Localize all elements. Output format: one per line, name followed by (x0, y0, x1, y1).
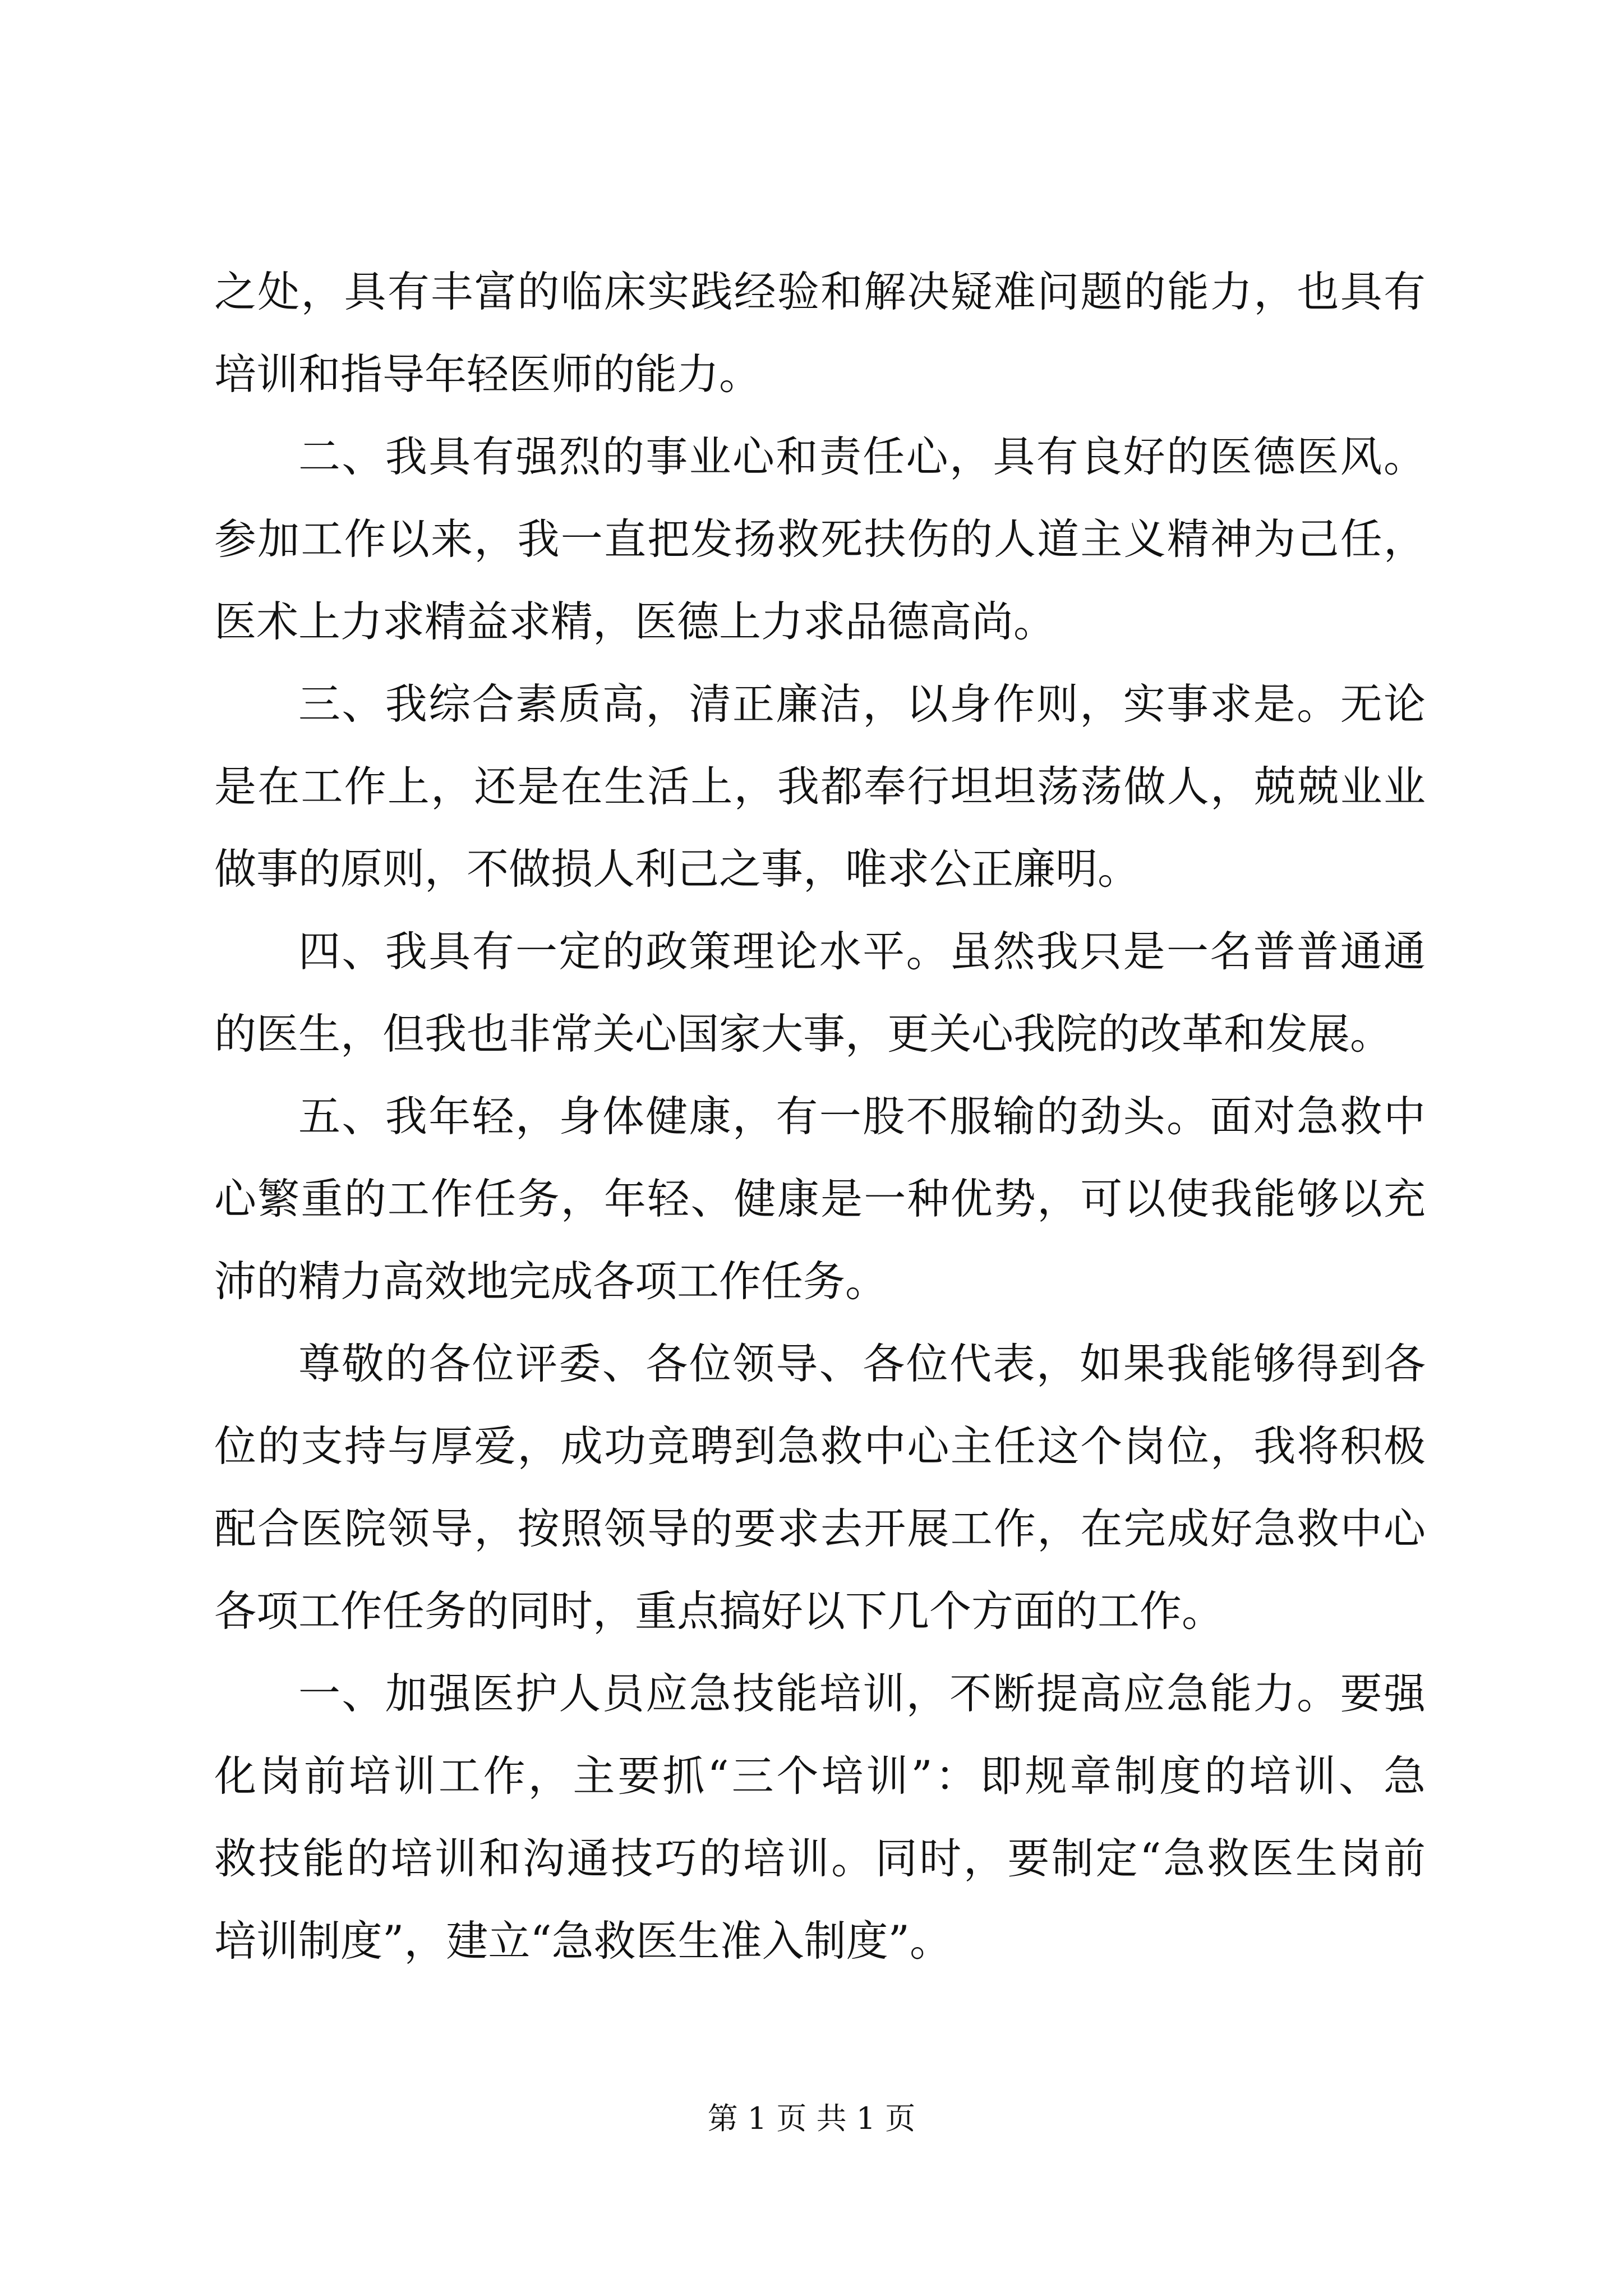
text-line: 做事的原则，不做损人利己之事，唯求公正廉明。 (214, 844, 1140, 894)
text-line: 是在工作上，还是在生活上，我都奉行坦坦荡荡做人，兢兢业业 (214, 762, 1426, 811)
text-line: 三、我综合素质高，清正廉洁，以身作则，实事求是。无论 (298, 679, 1426, 729)
text-line: 化岗前培训工作，主要抓“三个培训”：即规章制度的培训、急 (214, 1751, 1426, 1801)
document-body (214, 251, 1426, 1982)
text-line: 位的支持与厚爱，成功竞聘到急救中心主任这个岗位，我将积极 (214, 1421, 1426, 1471)
text-line: 二、我具有强烈的事业心和责任心，具有良好的医德医风。 (298, 432, 1426, 481)
text-line: 的医生，但我也非常关心国家大事，更关心我院的改革和发展。 (214, 1009, 1393, 1059)
text-line: 四、我具有一定的政策理论水平。虽然我只是一名普普通通 (298, 927, 1426, 976)
text-line: 培训和指导年轻医师的能力。 (214, 349, 762, 399)
text-line: 之处，具有丰富的临床实践经验和解决疑难问题的能力，也具有 (214, 267, 1426, 316)
text-line: 各项工作任务的同时，重点搞好以下几个方面的工作。 (214, 1586, 1224, 1636)
text-line: 尊敬的各位评委、各位领导、各位代表，如果我能够得到各 (298, 1339, 1426, 1388)
text-line: 沛的精力高效地完成各项工作任务。 (214, 1257, 888, 1306)
text-line: 救技能的培训和沟通技巧的培训。同时，要制定“急救医生岗前 (214, 1834, 1426, 1883)
text-line: 五、我年轻，身体健康，有一股不服输的劲头。面对急救中 (298, 1092, 1426, 1141)
text-line: 一、加强医护人员应急技能培训，不断提高应急能力。要强 (298, 1669, 1426, 1718)
page-footer: 第 1 页 共 1 页 (707, 2101, 916, 2136)
text-line: 医术上力求精益求精，医德上力求品德高尚。 (214, 597, 1056, 646)
text-line: 培训制度”，建立“急救医生准入制度”。 (214, 1916, 952, 1966)
text-line: 配合医院领导，按照领导的要求去开展工作，在完成好急救中心 (214, 1504, 1426, 1553)
text-line: 心繁重的工作任务，年轻、健康是一种优势，可以使我能够以充 (214, 1174, 1426, 1223)
text-line: 参加工作以来，我一直把发扬救死扶伤的人道主义精神为己任， (214, 514, 1426, 564)
